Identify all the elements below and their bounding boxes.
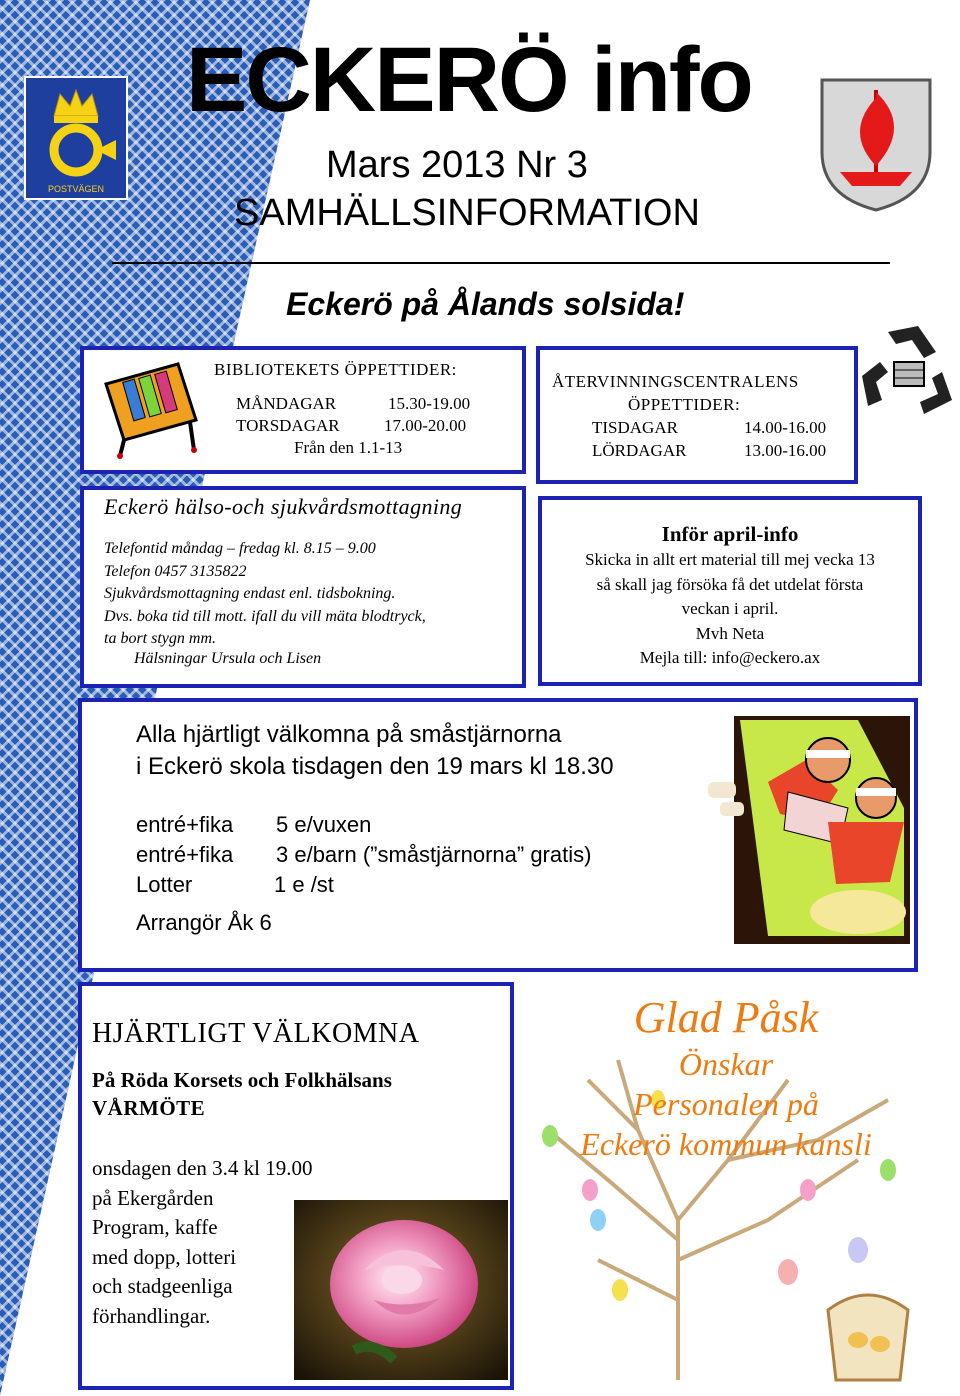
subtitle: SAMHÄLLSINFORMATION [234, 192, 700, 234]
postvagen-logo [24, 76, 128, 200]
recycling-heading-2: ÖPPETTIDER: [628, 395, 741, 414]
health-line: Dvs. boka tid till mott. ifall du vill mäta blodtryck, [104, 607, 426, 625]
red-cross-line: på Ekergården [92, 1185, 214, 1210]
price-item: entré+fika [136, 812, 234, 837]
recycling-icon [858, 322, 954, 422]
library-heading: BIBLIOTEKETS ÖPPETTIDER: [214, 360, 457, 379]
easter-line-2: Önskar [678, 1046, 774, 1082]
rose-photo [294, 1200, 508, 1380]
price-list [136, 810, 591, 900]
library-day: MÅNDAGAR [236, 394, 337, 413]
tagline: Eckerö på Ålands solsida! [286, 286, 685, 322]
library-day: TORSDAGAR [236, 416, 340, 435]
recycling-row-1 [592, 418, 826, 438]
health-line: Sjukvårdsmottagning endast enl. tidsbokning. [104, 585, 396, 602]
april-info-heading: Inför april-info [661, 522, 799, 546]
price-value: 3 e/barn (”småstjärnorna” gratis) [276, 842, 592, 867]
price-row [136, 840, 591, 870]
recycling-time: 14.00-16.00 [744, 418, 827, 437]
organizer: Arrangör Åk 6 [136, 910, 272, 935]
red-cross-line: Program, kaffe [92, 1215, 218, 1239]
april-info-line: veckan i april. [681, 599, 779, 618]
library-row-2 [236, 416, 466, 436]
easter-greeting [536, 992, 916, 1164]
recycling-row-2 [592, 441, 826, 461]
recycling-hours-box [536, 346, 858, 484]
recycling-heading-1: ÅTERVINNINGSCENTRALENS [552, 372, 799, 391]
library-row-1 [236, 394, 470, 414]
health-line: Telefon 0457 3135822 [104, 562, 247, 580]
health-heading: Eckerö hälso-och sjukvårdsmottagning [104, 494, 463, 519]
price-item: entré+fika [136, 842, 234, 867]
library-note: Från den 1.1-13 [294, 438, 403, 457]
price-row [136, 870, 591, 900]
recycling-time: 13.00-16.00 [744, 441, 827, 460]
price-item: Lotter [136, 872, 193, 897]
april-info-line: så skall jag försöka få det utdelat första [596, 574, 864, 594]
april-info-email: Mejla till: info@eckero.ax [639, 648, 821, 667]
price-value: 5 e/vuxen [276, 812, 372, 837]
april-info-line: Skicka in allt ert material till mej vecka 13 [585, 550, 875, 569]
coat-of-arms [816, 74, 936, 214]
easter-line-4: Eckerö kommun kansli [580, 1126, 872, 1162]
red-cross-sub-1: På Röda Korsets och Folkhälsans [92, 1068, 392, 1092]
header-divider [112, 262, 890, 264]
recycling-day: LÖRDAGAR [592, 441, 687, 460]
price-row [136, 810, 591, 840]
stars-headline-1: Alla hjärtligt välkomna på småstjärnorna [136, 721, 562, 748]
price-value: 1 e /st [274, 872, 334, 897]
library-time: 15.30-19.00 [388, 394, 471, 413]
red-cross-heading: HJÄRTLIGT VÄLKOMNA [92, 1018, 420, 1049]
health-text [104, 538, 426, 651]
red-cross-line: onsdagen den 3.4 kl 19.00 [92, 1156, 313, 1180]
logo-text: POSTVÄGEN [47, 184, 105, 194]
page-title: ECKERÖ info [186, 29, 752, 131]
recycling-day: TISDAGAR [592, 418, 678, 437]
april-info-text [542, 520, 918, 671]
health-line: ta bort stygn mm. [104, 630, 216, 647]
red-cross-line: med dopp, lotteri [92, 1244, 237, 1269]
health-signature: Hälsningar Ursula och Lisen [134, 650, 322, 667]
red-cross-line: förhandlingar. [92, 1303, 211, 1328]
issue-label: Mars 2013 Nr 3 [326, 144, 588, 186]
red-cross-line: och stadgeenliga [92, 1274, 233, 1298]
easter-line-1: Glad Påsk [633, 993, 819, 1042]
april-info-line: Mvh Neta [695, 623, 765, 643]
health-line: Telefontid måndag – fredag kl. 8.15 – 9.00 [104, 540, 376, 557]
library-icon [98, 360, 202, 460]
easter-line-3: Personalen på [633, 1086, 819, 1122]
red-cross-text [92, 1154, 312, 1331]
stars-headline-2: i Eckerö skola tisdagen den 19 mars kl 18.30 [136, 753, 614, 780]
red-cross-sub-2: VÅRMÖTE [92, 1096, 206, 1120]
library-time: 17.00-20.00 [384, 416, 467, 435]
performer-illustration [708, 712, 914, 962]
